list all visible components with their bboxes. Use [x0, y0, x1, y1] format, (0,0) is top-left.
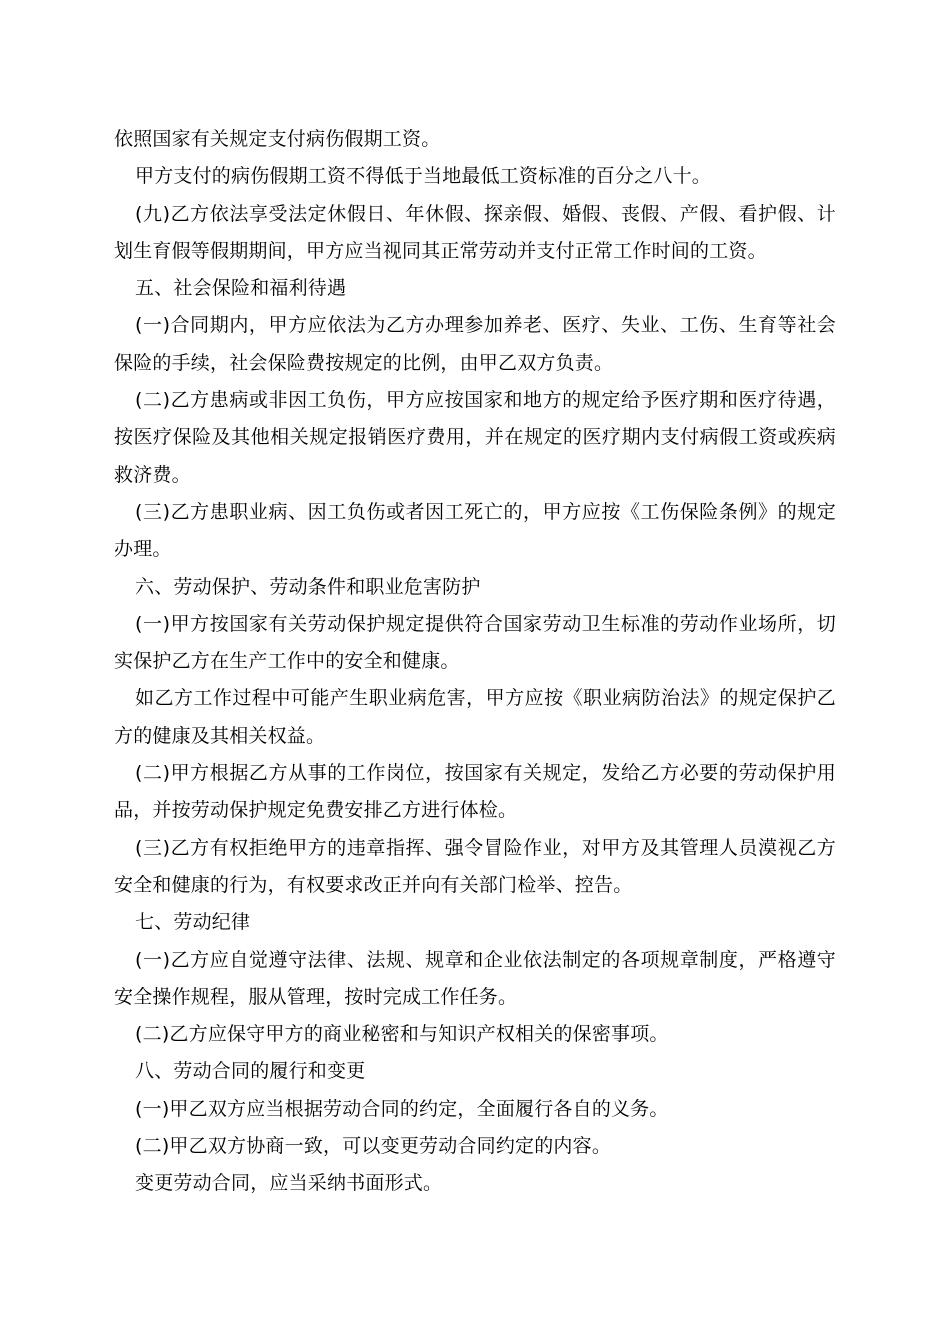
paragraph: (二)乙方患病或非因工负伤，甲方应按国家和地方的规定给予医疗期和医疗待遇，按医疗保险及其他相关规定报销医疗费用，并在规定的医疗期内支付病假工资或疾病救济费。: [114, 389, 836, 486]
paragraph: (一)甲方按国家有关劳动保护规定提供符合国家劳动卫生标准的劳动作业场所，切实保护乙方在生产工作中的安全和健康。: [114, 612, 836, 673]
paragraph: (九)乙方依法享受法定休假日、年休假、探亲假、婚假、丧假、产假、看护假、计划生育假等假期期间，甲方应当视同其正常劳动并支付正常工作时间的工资。: [114, 202, 836, 262]
paragraph: 依照国家有关规定支付病伤假期工资。: [114, 128, 441, 150]
document-body: [114, 121, 836, 1203]
section-heading: 六、劳动保护、劳动条件和职业危害防护: [135, 575, 481, 598]
paragraph: (一)合同期内，甲方应依法为乙方办理参加养老、医疗、失业、工伤、生育等社会保险的手续，社会保险费按规定的比例，由甲乙双方负责。: [114, 314, 836, 374]
section-heading: 七、劳动纪律: [135, 911, 251, 934]
paragraph: (二)甲方根据乙方从事的工作岗位，按国家有关规定，发给乙方必要的劳动保护用品，并按劳动保护规定免费安排乙方进行体检。: [114, 762, 836, 822]
section-heading: 五、社会保险和福利待遇: [135, 277, 347, 300]
paragraph: (二)乙方应保守甲方的商业秘密和与知识产权相关的保密事项。: [135, 1023, 669, 1046]
paragraph: (一)乙方应自觉遵守法律、法规、规章和企业依法制定的各项规章制度，严格遵守安全操作规程，服从管理，按时完成工作任务。: [114, 948, 836, 1008]
paragraph: (三)乙方有权拒绝甲方的违章指挥、强令冒险作业，对甲方及其管理人员漠视乙方安全和健康的行为，有权要求改正并向有关部门检举、控告。: [114, 836, 836, 896]
section-heading: 八、劳动合同的履行和变更: [135, 1060, 366, 1083]
paragraph: 变更劳动合同，应当采纳书面形式。: [135, 1172, 443, 1195]
paragraph: 如乙方工作过程中可能产生职业病危害，甲方应按《职业病防治法》的规定保护乙方的健康及其相关权益。: [114, 687, 836, 747]
paragraph: (三)乙方患职业病、因工负伤或者因工死亡的，甲方应按《工伤保险条例》的规定办理。: [114, 500, 836, 561]
paragraph: 甲方支付的病伤假期工资不得低于当地最低工资标准的百分之八十。: [135, 165, 712, 188]
paragraph: (一)甲乙双方应当根据劳动合同的约定，全面履行各自的义务。: [135, 1097, 669, 1120]
paragraph: (二)甲乙双方协商一致，可以变更劳动合同约定的内容。: [135, 1135, 612, 1158]
